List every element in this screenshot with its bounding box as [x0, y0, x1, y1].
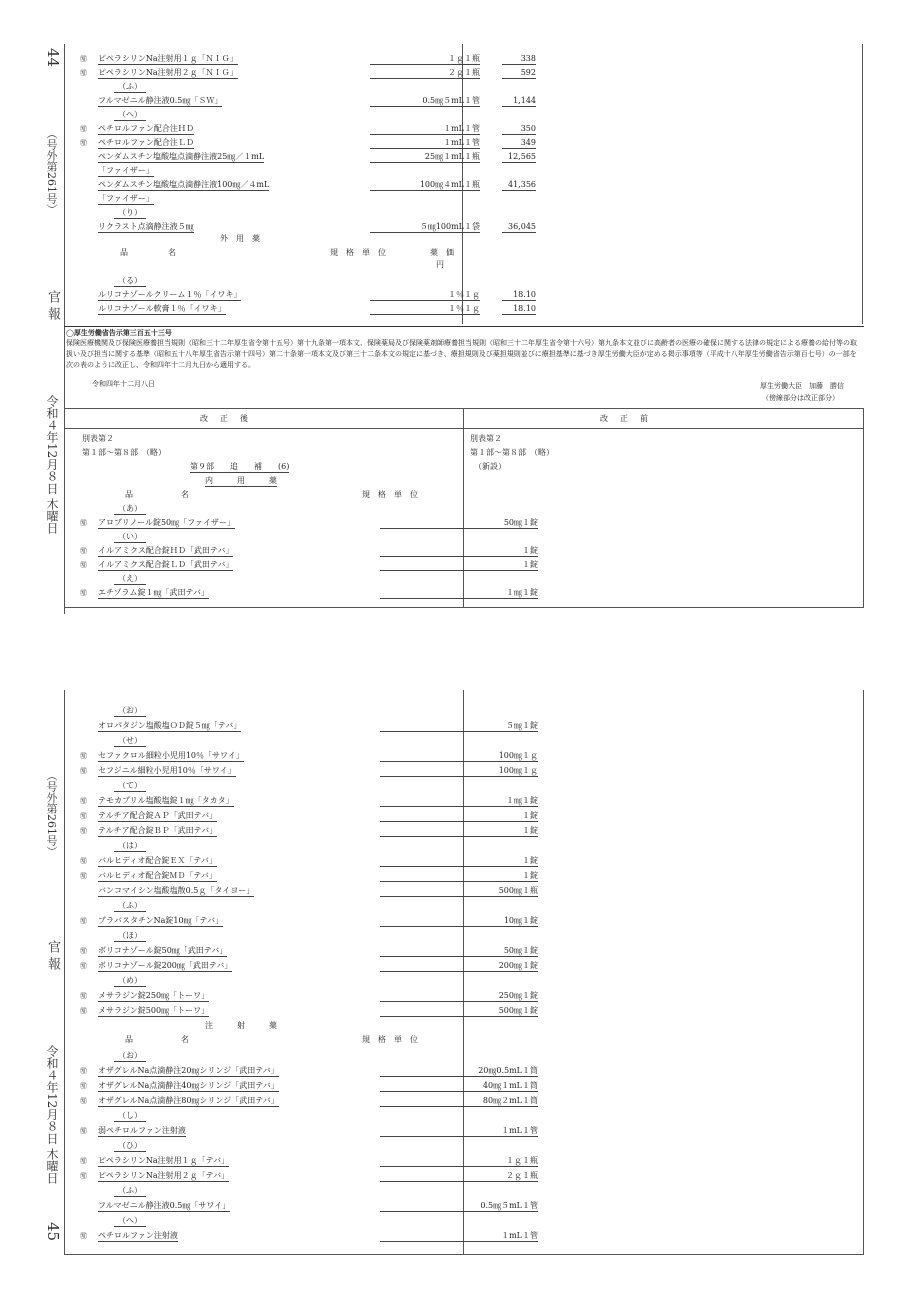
drug-row	[80, 916, 538, 926]
drug-spec: １錠	[380, 871, 538, 882]
after-col-spec: 規 格 単 位	[362, 490, 418, 499]
drug-spec: １mL１管	[370, 138, 480, 149]
generic-mark: ㊢	[80, 1232, 87, 1240]
after-part-9: 第９部 追 補 (6)	[190, 462, 290, 471]
drug-price: 1,144	[502, 96, 536, 107]
generic-mark: ㊢	[80, 1157, 87, 1165]
kana-heading: （え）	[114, 574, 146, 585]
generic-mark: ㊢	[80, 1127, 87, 1135]
drug-name: バルヒディオ配合錠ＭＤ「テバ」	[98, 871, 217, 880]
drug-spec: 40㎎１mL１筒	[380, 1081, 538, 1092]
kana-heading: （る）	[114, 276, 146, 287]
drug-spec: 20㎎0.5mL１筒	[380, 1066, 538, 1077]
generic-mark: ㊢	[80, 767, 87, 775]
drug-row	[80, 290, 536, 300]
drug-row	[80, 1066, 538, 1076]
drug-name: オザグレルNa点滴静注40㎎シリンジ「武田テバ」	[98, 1081, 279, 1090]
notice-body: 保険医療機関及び保険医療養担当規則（昭和三十二年厚生省令第十五号）第十九条第一項本文、保険薬局及び保険薬剤師療養担当規則（昭和三十二年厚生省令第十六号）第九条本文並びに高齢者の医療の確保に関する法律の規定による療養の給付等の取扱い及び担当に関する基準（昭和五十八年厚生省告示第十四号）第二十条第一項本文及び第三十二条本文の規定に基づき、療担規則及び薬担規則並びに療担基準に基づき厚生労働大臣が定める掲示事項等（平成十八年厚生労働省告示第百七号）の一部を次の表のように改正し、令和四年十二月九日から適用する。	[66, 339, 857, 369]
kana-heading: （へ）	[114, 110, 146, 121]
drug-spec: １㎎１錠	[380, 796, 538, 807]
before-line-1: 別表第２	[470, 434, 502, 443]
drug-spec: 25㎎１mL１瓶	[370, 152, 480, 163]
col-spec: 規 格 単 位	[362, 1035, 418, 1044]
drug-spec: 80㎎２mL１筒	[380, 1096, 538, 1107]
drug-spec: ５㎎100mL１袋	[370, 222, 480, 233]
kana-heading: （ほ）	[114, 931, 146, 942]
drug-row	[80, 1081, 538, 1091]
drug-name: ボリコナゾール錠50㎎「武田テバ」	[98, 946, 228, 955]
before-line-3: （新設）	[474, 462, 506, 471]
generic-mark: ㊢	[80, 812, 87, 820]
after-line-2: 第１部〜第８部 （略）	[82, 448, 166, 457]
drug-row	[80, 796, 538, 806]
drug-row	[80, 961, 538, 971]
col-yen: 円	[436, 260, 444, 269]
col-price: 薬 価	[430, 248, 454, 257]
kana-heading: （は）	[114, 841, 146, 852]
drug-row	[80, 1006, 538, 1016]
drug-row	[80, 826, 538, 836]
drug-spec: ５㎎１錠	[380, 721, 538, 732]
drug-name: ペチロルファン注射液	[98, 1231, 178, 1240]
generic-mark: ㊢	[80, 752, 87, 760]
generic-mark: ㊢	[80, 1007, 87, 1015]
drug-spec: 200㎎１錠	[380, 961, 538, 972]
drug-spec: ２ｇ１瓶	[380, 1171, 538, 1182]
drug-name: メサラジン錠500㎎「トーワ」	[98, 1006, 210, 1015]
drug-row	[80, 871, 538, 881]
kana-heading: （せ）	[114, 736, 146, 747]
generic-mark: ㊢	[80, 797, 87, 805]
drug-name: フルマゼニル静注液0.5㎎「サワイ」	[98, 1201, 231, 1210]
drug-price: 18.10	[502, 304, 536, 315]
kana-heading: （り）	[114, 208, 146, 219]
drug-spec: 500㎎１錠	[380, 1006, 538, 1017]
drug-spec: １錠	[380, 546, 538, 557]
drug-spec: １錠	[380, 560, 538, 571]
drug-spec: １％１ｇ	[370, 290, 480, 301]
drug-row	[80, 180, 536, 190]
drug-name: テルチア配合錠ＡＰ「武田テバ」	[98, 811, 218, 820]
drug-spec: １mL１管	[380, 1126, 538, 1137]
drug-name: ペンダムスチン塩酸塩点滴静注液25㎎／１mL	[98, 152, 265, 161]
drug-row	[80, 811, 538, 821]
kana-heading: （ふ）	[114, 1186, 146, 1197]
drug-spec: １mL１管	[370, 124, 480, 135]
drug-name: アロプリノール錠50㎎「ファイザー」	[98, 518, 235, 527]
page-number-bottom: 45	[44, 1222, 62, 1242]
after-line-1: 別表第２	[82, 434, 114, 443]
drug-spec: 0.5㎎５mL１管	[380, 1201, 538, 1212]
drug-name: オザグレルNa点滴静注20㎎シリンジ「武田テバ」	[98, 1066, 279, 1075]
side-title-bottom: 官 報	[45, 940, 60, 971]
table-end-rule	[64, 326, 864, 327]
generic-mark: ㊢	[80, 125, 87, 133]
comparison-divider	[463, 408, 464, 608]
drug-row	[80, 721, 538, 731]
generic-mark: ㊢	[80, 947, 87, 955]
kana-heading: （て）	[114, 781, 146, 792]
drug-name: ルリコナゾールクリーム１％「イワキ」	[98, 290, 242, 299]
drug-spec: １錠	[380, 826, 538, 837]
kana-heading: （お）	[114, 1051, 146, 1062]
side-title-top: 官 報	[45, 290, 60, 321]
drug-price: 18.10	[502, 290, 536, 301]
drug-spec: 250㎎１錠	[380, 991, 538, 1002]
generic-mark: ㊢	[80, 519, 87, 527]
kana-heading: （め）	[114, 976, 146, 987]
drug-name: 「ファイザー」	[98, 166, 154, 175]
drug-spec: 100㎎４mL１瓶	[370, 180, 480, 191]
col-spec: 規 格 単 位	[330, 248, 386, 257]
kana-heading: （お）	[114, 706, 146, 717]
drug-name: ピペラシリンNa注射用１ｇ「テバ」	[98, 1156, 230, 1165]
drug-name: ペンダムスチン塩酸塩点滴静注液100㎎／４mL	[98, 180, 270, 189]
drug-spec: １錠	[380, 856, 538, 867]
drug-name: プラバスタチンNa錠10㎎「テバ」	[98, 916, 224, 925]
minister-signature: 厚生労働大臣 加藤 勝信	[760, 382, 844, 390]
drug-row	[80, 766, 538, 776]
drug-price: 338	[502, 54, 536, 65]
drug-row	[80, 304, 536, 314]
generic-mark: ㊢	[80, 547, 87, 555]
drug-row	[80, 1126, 538, 1136]
drug-spec: 500㎎１瓶	[380, 886, 538, 897]
generic-mark: ㊢	[80, 1097, 87, 1105]
right-rule	[862, 44, 863, 324]
kana-heading: （ふ）	[114, 82, 146, 93]
drug-price: 36,045	[502, 222, 536, 233]
external-section-heading: 外 用 薬	[220, 234, 260, 243]
drug-price: 349	[502, 138, 536, 149]
drug-row	[80, 138, 536, 148]
drug-price: 350	[502, 124, 536, 135]
drug-name: ペチロルファン配合注ＨＤ	[98, 124, 194, 133]
drug-name: オザグレルNa点滴静注80㎎シリンジ「武田テバ」	[98, 1096, 279, 1105]
drug-name: イルアミクス配合錠ＨＤ「武田テバ」	[98, 546, 234, 555]
drug-name: フルマゼニル静注液0.5㎎「ＳＷ」	[98, 96, 223, 105]
drug-row	[80, 518, 538, 528]
drug-name: セフジニル細粒小児用10％「サワイ」	[98, 766, 236, 775]
drug-spec: 50㎎１錠	[380, 518, 538, 529]
notice-date: 令和四年十二月八日	[92, 380, 155, 388]
generic-mark: ㊢	[80, 1172, 87, 1180]
drug-name: ペチロルファン配合注ＬＤ	[98, 138, 194, 147]
drug-name: ピペラシリンNa注射用２ｇ「テバ」	[98, 1171, 230, 1180]
drug-name: ピペラシリンNa注射用１ｇ「ＮＩＧ」	[98, 54, 238, 63]
drug-spec: 50㎎１錠	[380, 946, 538, 957]
drug-spec: 100㎎１ｇ	[380, 766, 538, 777]
drug-name: セファクロル細粒小児用10％「サワイ」	[98, 751, 244, 760]
drug-spec: １ｇ１瓶	[380, 1156, 538, 1167]
generic-mark: ㊢	[80, 872, 87, 880]
kana-heading: （へ）	[114, 1216, 146, 1227]
drug-row	[80, 1096, 538, 1106]
drug-row	[80, 1201, 538, 1211]
drug-row	[80, 991, 538, 1001]
drug-spec: 100㎎１ｇ	[380, 751, 538, 762]
generic-mark: ㊢	[80, 55, 87, 63]
drug-name: ボリコナゾール錠200㎎「武田テバ」	[98, 961, 233, 970]
generic-mark: ㊢	[80, 561, 87, 569]
side-issue-bottom: （号外第261号）	[45, 770, 58, 857]
drug-spec: １錠	[380, 811, 538, 822]
generic-mark: ㊢	[80, 917, 87, 925]
drug-row	[80, 588, 538, 598]
drug-name: ルリコナゾール軟膏１％「イワキ」	[98, 304, 226, 313]
notice-title: ◯厚生労働省告示第三百五十三号	[66, 328, 172, 337]
comparison-table	[64, 408, 864, 608]
drug-row	[80, 560, 538, 570]
after-col-name: 品 名	[125, 490, 189, 499]
drug-name: バルヒディオ配合錠ＥＸ「テバ」	[98, 856, 217, 865]
drug-name: テモカプリル塩酸塩錠１㎎「タカタ」	[98, 796, 234, 805]
generic-mark: ㊢	[80, 962, 87, 970]
after-internal-heading: 内 用 薬	[205, 476, 277, 485]
side-date-bottom: 令和４年12月８日 木曜日	[45, 1045, 59, 1185]
drug-row	[80, 886, 538, 896]
drug-row	[80, 194, 460, 204]
drug-row	[80, 124, 536, 134]
drug-row	[80, 96, 536, 106]
drug-row	[80, 1171, 538, 1181]
drug-spec: 0.5㎎５mL１管	[370, 96, 480, 107]
generic-mark: ㊢	[80, 1067, 87, 1075]
generic-mark: ㊢	[80, 992, 87, 1000]
drug-row	[80, 1156, 538, 1166]
drug-row	[80, 946, 538, 956]
drug-row	[80, 152, 536, 162]
before-header: 改 正 前	[600, 414, 650, 423]
before-line-2: 第１部〜第８部 （略）	[470, 448, 554, 457]
drug-name: 弱ペチロルファン注射液	[98, 1126, 186, 1135]
generic-mark: ㊢	[80, 589, 87, 597]
kana-heading: （し）	[114, 1111, 146, 1122]
drug-row	[80, 751, 538, 761]
drug-name: メサラジン錠250㎎「トーワ」	[98, 991, 210, 1000]
underline-note: （傍線部分は改正部分）	[762, 394, 839, 402]
after-header: 改 正 後	[200, 414, 250, 423]
drug-price: 12,565	[502, 152, 536, 163]
drug-name: テルチア配合錠ＢＰ「武田テバ」	[98, 826, 218, 835]
drug-name: ピペラシリンNa注射用２ｇ「ＮＩＧ」	[98, 68, 238, 77]
kana-heading: （ふ）	[114, 901, 146, 912]
drug-name: 「ファイザー」	[98, 194, 154, 203]
side-date-top: 令和４年12月８日 木曜日	[45, 395, 59, 535]
drug-name: イルアミクス配合錠ＬＤ「武田テバ」	[98, 560, 234, 569]
drug-name: オロパタジン塩酸塩ＯＤ錠５㎎「テバ」	[98, 721, 242, 730]
col-name: 品 名	[120, 248, 176, 257]
drug-row	[80, 1231, 538, 1241]
drug-spec: 10㎎１錠	[380, 916, 538, 927]
generic-mark: ㊢	[80, 827, 87, 835]
generic-mark: ㊢	[80, 139, 87, 147]
drug-row	[80, 222, 536, 232]
drug-spec: １ｇ１瓶	[370, 54, 480, 65]
col-name: 品 名	[125, 1035, 189, 1044]
drug-row	[80, 54, 536, 64]
drug-name: リクラスト点滴静注液５㎎	[98, 222, 194, 231]
drug-row	[80, 166, 460, 176]
comparison-header-rule	[64, 428, 864, 429]
drug-name: エチゾラム錠１㎎「武田テバ」	[98, 588, 209, 597]
generic-mark: ㊢	[80, 857, 87, 865]
drug-spec: ２ｇ１瓶	[370, 68, 480, 79]
generic-mark: ㊢	[80, 1082, 87, 1090]
generic-mark: ㊢	[80, 69, 87, 77]
kana-heading: （ひ）	[114, 1141, 146, 1152]
side-issue-top: （号外第261号）	[45, 128, 58, 215]
injection-section-heading: 注 射 薬	[205, 1021, 277, 1030]
drug-row	[80, 856, 538, 866]
drug-price: 41,356	[502, 180, 536, 191]
drug-price: 592	[502, 68, 536, 79]
drug-spec: １㎎１錠	[380, 588, 538, 599]
drug-spec: １mL１管	[380, 1231, 538, 1242]
drug-row	[80, 546, 538, 556]
kana-heading: （い）	[114, 532, 146, 543]
drug-row	[80, 68, 536, 78]
drug-name: バンコマイシン塩酸塩散0.5ｇ「タイヨー」	[98, 886, 255, 895]
drug-spec: １％１ｇ	[370, 304, 480, 315]
page-number-top: 44	[44, 48, 62, 68]
kana-heading: （あ）	[114, 504, 146, 515]
